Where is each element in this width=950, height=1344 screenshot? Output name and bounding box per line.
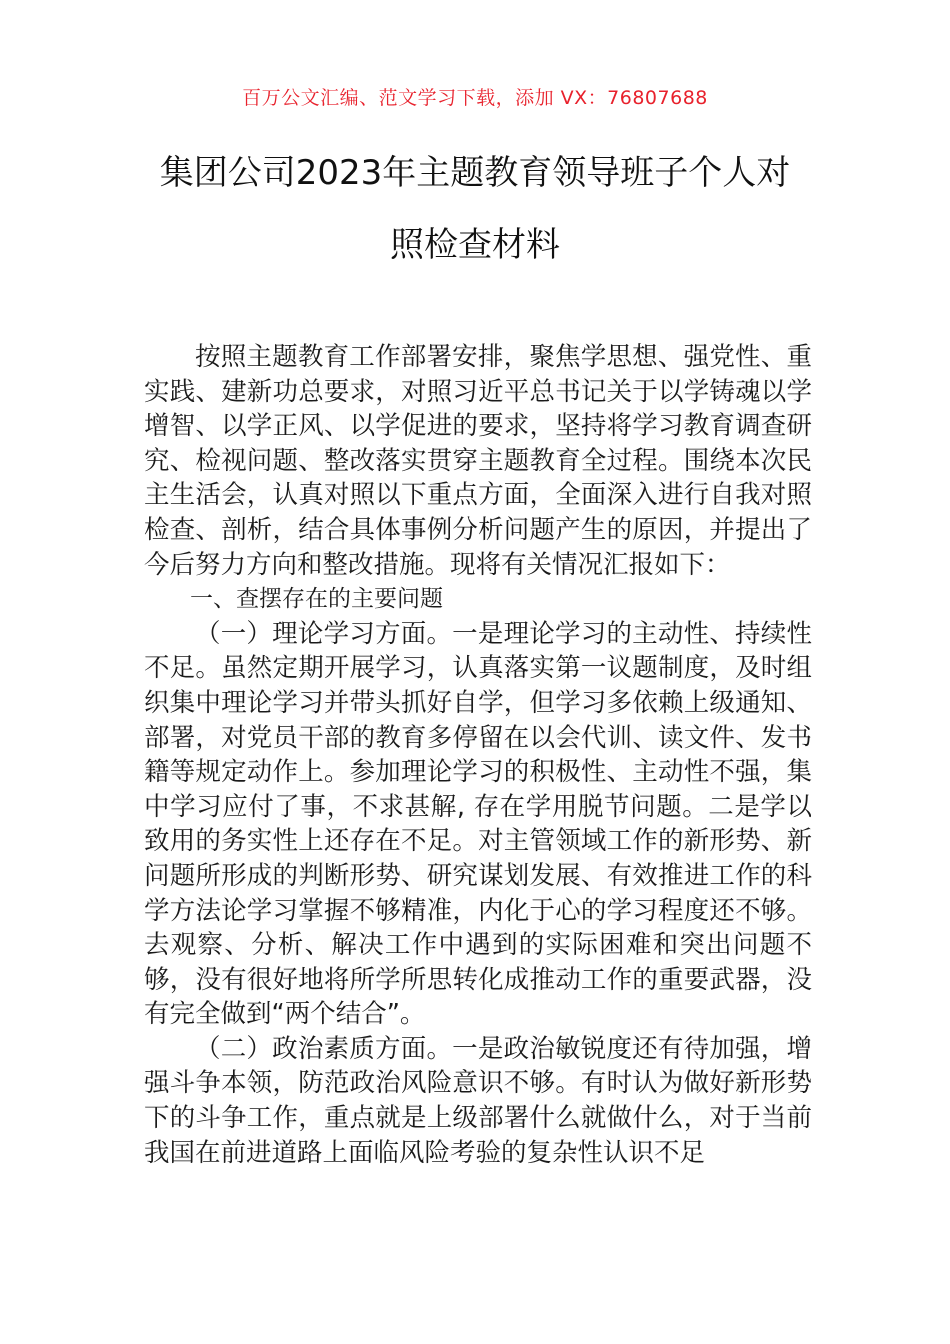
item-paragraph-1: （一）理论学习方面。一是理论学习的主动性、持续性不足。虽然定期开展学习，认真落实第一议题制度，及时组织集中理论学习并带头抓好自学，但学习多依赖上级通知、部署，对党员干部的教育多停留在以会代训、读文件、发书籍等规定动作上。参加理论学习的积极性、主动性不强，集中学习应付了事，不求甚解, 存在学用脱节问题。二是学以致用的务实性上还存在不足。对主管领域工作的新形势、新问题所形成的判断形势、研究谋划发展、有效推进工作的科学方法论学习掌握不够精准，内化于心的学习程度还不够。去观察、分析、解决工作中遇到的实际困难和突出问题不够，没有很好地将所学所思转化成推动工作的重要武器，没有完全做到“两个结合”。 xyxy=(144,618,812,1030)
section-heading: 一、查摆存在的主要问题 xyxy=(190,586,443,613)
watermark-text: 百万公文汇编、范文学习下载，添加 VX：76807688 xyxy=(242,87,708,109)
title-line-1: 集团公司2023年主题教育领导班子个人对 xyxy=(159,153,791,193)
intro-paragraph: 按照主题教育工作部署安排，聚焦学思想、强党性、重实践、建新功总要求，对照习近平总书记关于以学铸魂以学增智、以学正风、以学促进的要求，坚持将学习教育调查研究、检视问题、整改落实贯穿主题教育全过程。围绕本次民主生活会，认真对照以下重点方面，全面深入进行自我对照检查、剖析，结合具体事例分析问题产生的原因，并提出了今后努力方向和整改措施。现将有关情况汇报如下： xyxy=(144,342,812,580)
item-paragraph-2: （二）政治素质方面。一是政治敏锐度还有待加强，增强斗争本领，防范政治风险意识不够。有时认为做好新形势下的斗争工作，重点就是上级部署什么就做什么，对于当前我国在前进道路上面临风险考验的复杂性认识不足 xyxy=(144,1033,812,1168)
title-line-2: 照检查材料 xyxy=(390,225,560,265)
document-title xyxy=(130,150,820,294)
document-body xyxy=(144,340,812,1170)
